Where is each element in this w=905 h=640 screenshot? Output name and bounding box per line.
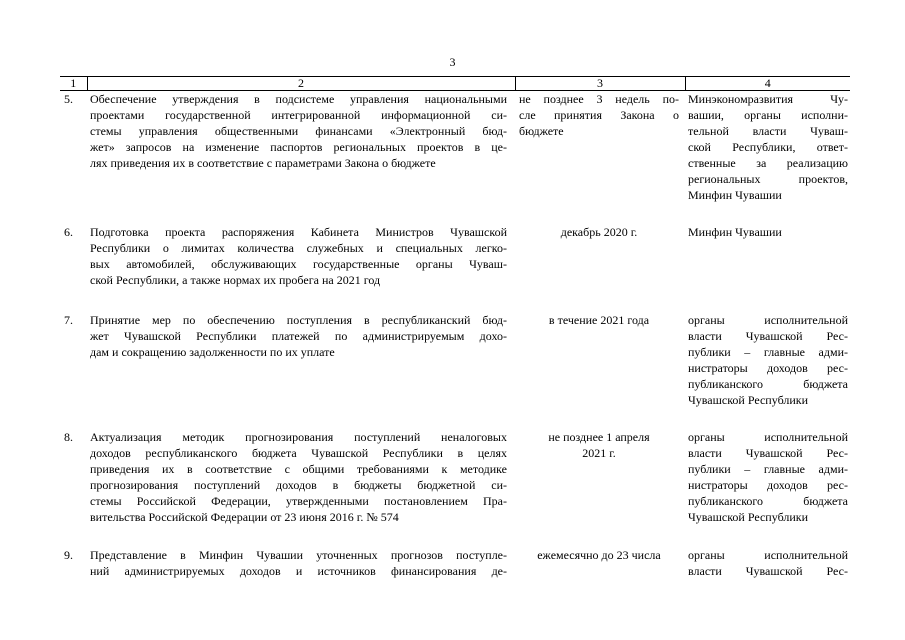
action-plan-table bbox=[60, 76, 850, 579]
text-line: проектами государственной интегрированной информационной си- bbox=[90, 108, 507, 122]
text-line: в течение 2021 года bbox=[548, 313, 650, 327]
text-line: жет Чувашской Республики платежей по администрируемым дохо- bbox=[90, 329, 507, 343]
header-col-1: 1 bbox=[60, 77, 87, 91]
text-line: Принятие мер по обеспечению поступления в республиканский бюд- bbox=[90, 313, 507, 327]
text-line: Чувашской Республики bbox=[688, 393, 809, 407]
text-line: региональных проектов, bbox=[688, 172, 848, 186]
text-line: Чувашской Республики bbox=[688, 510, 809, 524]
text-line: стемы управления общественными финансами «Электронный бюд- bbox=[90, 124, 507, 138]
table-header bbox=[60, 77, 850, 91]
row-description bbox=[87, 429, 515, 547]
text-line: Минэкономразвития Чу- bbox=[688, 92, 848, 106]
text-line: сле принятия Закона о bbox=[519, 108, 679, 122]
text-line: тельной власти Чуваш- bbox=[688, 124, 848, 138]
row-responsible bbox=[685, 91, 850, 225]
row-description bbox=[87, 547, 515, 579]
text-line: лях приведения их в соответствие с параметрами Закона о бюджете bbox=[90, 156, 436, 170]
text-line: Подготовка проекта распоряжения Кабинета Министров Чувашской bbox=[90, 225, 507, 239]
row-responsible bbox=[685, 312, 850, 429]
row-deadline bbox=[515, 312, 685, 429]
text-line: органы исполнительной bbox=[688, 548, 848, 562]
table-row bbox=[60, 312, 850, 429]
text-line: 2021 г. bbox=[582, 446, 616, 460]
page-number: 3 bbox=[449, 55, 456, 69]
text-line: стемы Российской Федерации, утвержденными постановлением Пра- bbox=[90, 494, 507, 508]
row-number: 9. bbox=[64, 548, 73, 562]
text-line: ежемесячно до 23 числа bbox=[537, 548, 661, 562]
row-number: 8. bbox=[64, 430, 73, 444]
row-number: 6. bbox=[64, 225, 73, 239]
header-col-4: 4 bbox=[685, 77, 850, 91]
table-row bbox=[60, 429, 850, 547]
text-line: жет» запросов на изменение паспортов региональных проектов в це- bbox=[90, 140, 507, 154]
text-line: декабрь 2020 г. bbox=[560, 225, 638, 239]
row-number: 7. bbox=[64, 313, 73, 327]
header-col-3: 3 bbox=[515, 77, 685, 91]
row-description bbox=[87, 91, 515, 225]
text-line: ской Республики, а также нормах их пробега на 2021 год bbox=[90, 273, 381, 287]
text-line: бюджете bbox=[519, 124, 564, 138]
text-line: ственные за реализацию bbox=[688, 156, 848, 170]
text-line: вых автомобилей, обслуживающих государственные органы Чуваш- bbox=[90, 257, 507, 271]
header-col-2: 2 bbox=[87, 77, 515, 91]
text-line: ской Республики, ответ- bbox=[688, 140, 848, 154]
text-line: Представление в Минфин Чувашии уточненных прогнозов поступле- bbox=[90, 548, 507, 562]
text-line: нистраторы доходов рес- bbox=[688, 361, 848, 375]
row-deadline bbox=[515, 547, 685, 579]
text-line: публики – главные адми- bbox=[688, 345, 848, 359]
row-deadline bbox=[515, 224, 685, 312]
table-row bbox=[60, 547, 850, 579]
text-line: нистраторы доходов рес- bbox=[688, 478, 848, 492]
text-line: прогнозирования поступлений доходов в бюджеты бюджетной си- bbox=[90, 478, 507, 492]
text-line: ний администрируемых доходов и источников финансирования де- bbox=[90, 564, 507, 578]
text-line: не позднее 1 апреля bbox=[548, 430, 650, 444]
text-line: вительства Российской Федерации от 23 июня 2016 г. № 574 bbox=[90, 510, 399, 524]
text-line: публики – главные адми- bbox=[688, 462, 848, 476]
text-line: органы исполнительной bbox=[688, 430, 848, 444]
text-line: Минфин Чувашии bbox=[688, 188, 782, 202]
text-line: доходов республиканского бюджета Чувашской Республики в целях bbox=[90, 446, 507, 460]
text-line: вашии, органы исполни- bbox=[688, 108, 848, 122]
text-line: власти Чувашской Рес- bbox=[688, 329, 848, 343]
table-row bbox=[60, 91, 850, 225]
text-line: не позднее 3 недель по- bbox=[519, 92, 679, 106]
row-description bbox=[87, 312, 515, 429]
table-row bbox=[60, 224, 850, 312]
text-line: публиканского бюджета bbox=[688, 377, 848, 391]
text-line: публиканского бюджета bbox=[688, 494, 848, 508]
text-line: Актуализация методик прогнозирования поступлений неналоговых bbox=[90, 430, 507, 444]
row-responsible bbox=[685, 429, 850, 547]
row-responsible bbox=[685, 547, 850, 579]
text-line: Республики о лимитах количества служебных и специальных легко- bbox=[90, 241, 507, 255]
text-line: дам и сокращению задолженности по их уплате bbox=[90, 345, 335, 359]
text-line: власти Чувашской Рес- bbox=[688, 564, 848, 578]
text-line: органы исполнительной bbox=[688, 313, 848, 327]
text-line: Минфин Чувашии bbox=[688, 225, 782, 239]
text-line: приведения их в соответствие с общими требованиями к методике bbox=[90, 462, 507, 476]
text-line: власти Чувашской Рес- bbox=[688, 446, 848, 460]
row-number: 5. bbox=[64, 92, 73, 106]
row-deadline bbox=[515, 429, 685, 547]
row-deadline bbox=[515, 91, 685, 225]
row-responsible bbox=[685, 224, 850, 312]
text-line: Обеспечение утверждения в подсистеме управления национальными bbox=[90, 92, 507, 106]
row-description bbox=[87, 224, 515, 312]
